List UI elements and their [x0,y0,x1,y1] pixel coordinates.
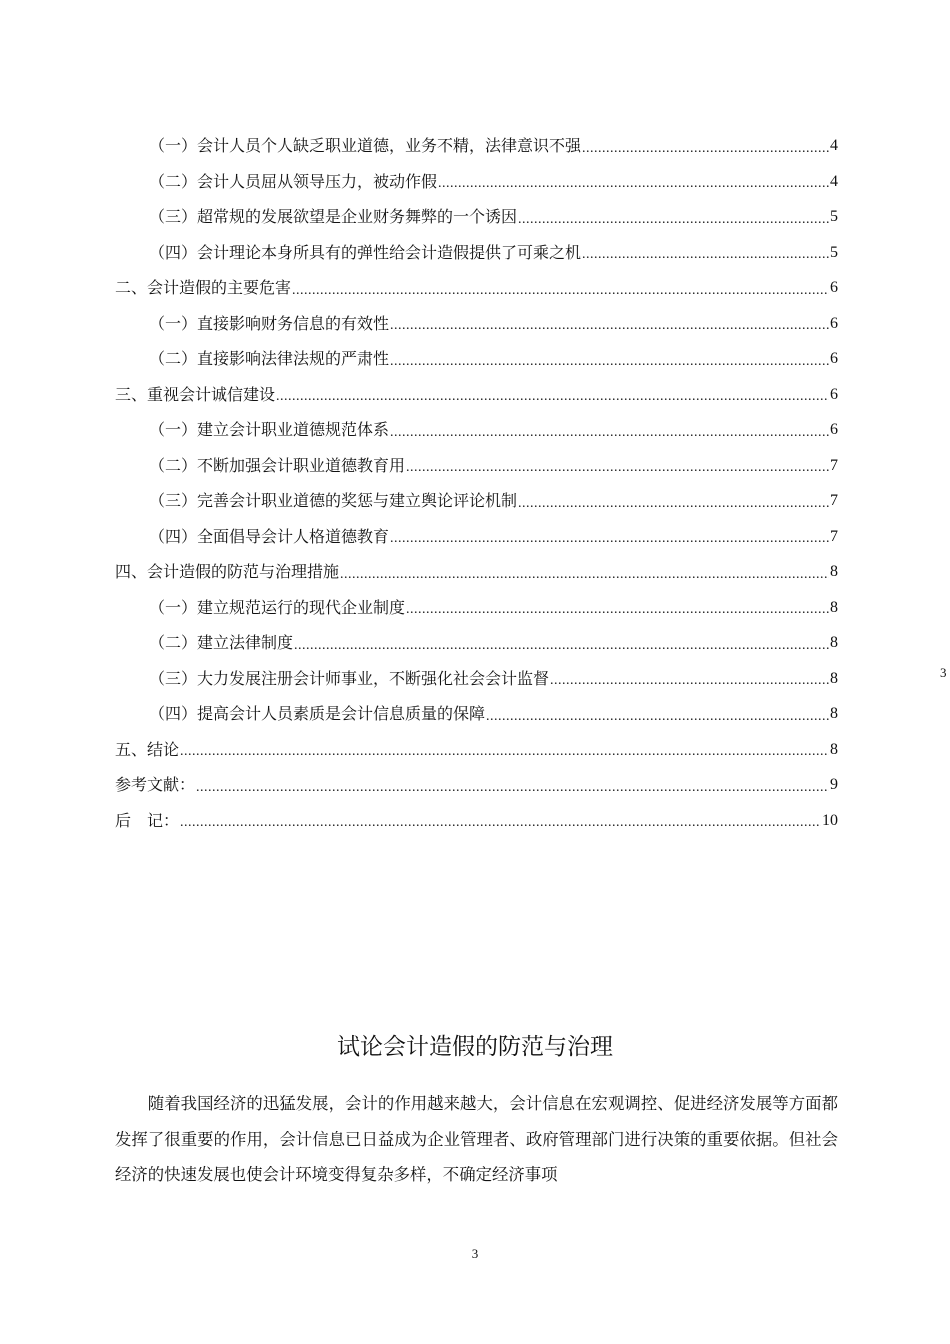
toc-entry-text: （一）会计人员个人缺乏职业道德，业务不精，法律意识不强 [149,136,582,155]
toc-entry[interactable] [115,412,838,448]
toc-entry[interactable] [115,164,838,200]
toc-entry-page: 8 [830,563,838,580]
toc-entry-page: 8 [830,598,838,616]
toc-leader-dots [196,773,829,803]
toc-entry-text: （四）提高会计人员素质是会计信息质量的保障 [149,704,486,723]
toc-entry[interactable] [115,590,838,626]
toc-entry-text: （四）全面倡导会计人格道德教育 [149,526,390,546]
document-title: 试论会计造假的防范与治理 [337,1034,613,1060]
toc-entry-text: （二）会计人员屈从领导压力，被动作假 [149,171,438,191]
toc-entry-text: （一）建立规范运行的现代企业制度 [149,597,406,617]
toc-leader-dots [390,524,829,554]
toc-entry-text: 后 记： [115,810,180,830]
toc-entry-page: 6 [830,279,838,296]
toc-entry[interactable] [115,554,838,590]
toc-leader-dots [292,276,829,306]
toc-entry-text: （二）直接影响法律法规的严肃性 [149,349,390,368]
toc-leader-dots [438,169,829,199]
toc-leader-dots [294,631,829,661]
toc-entry-page: 8 [830,634,838,651]
toc-entry-page: 8 [830,740,838,758]
toc-entry-page: 4 [830,172,838,190]
side-page-number: 3 [940,665,947,680]
toc-leader-dots [390,347,829,377]
toc-entry-page: 5 [830,208,838,225]
toc-entry[interactable] [115,128,838,164]
toc-entry-text: （二）建立法律制度 [149,633,294,652]
toc-leader-dots [550,666,829,696]
toc-leader-dots [340,560,829,590]
toc-entry[interactable] [115,306,838,342]
toc-entry-page: 5 [830,243,838,261]
toc-leader-dots [406,595,829,625]
toc-entry[interactable] [115,448,838,484]
toc-entry-page: 10 [822,811,838,829]
toc-entry-text: （三）大力发展注册会计师事业，不断强化社会会计监督 [149,668,550,688]
toc-leader-dots [518,205,829,235]
toc-entry-text: （四）会计理论本身所具有的弹性给会计造假提供了可乘之机 [149,242,582,262]
toc-entry-text: 五、结论 [115,739,180,759]
toc-leader-dots [276,382,829,412]
intro-paragraph: 随着我国经济的迅猛发展，会计的作用越来越大，会计信息在宏观调控、促进经济发展等方面都发挥了很重要的作用，会计信息已日益成为企业管理者、政府管理部门进行决策的重要依据。但社会经济的快速发展也使会计环境变得复杂多样，不确定经济事项 [115,1094,838,1184]
toc-entry-page: 6 [830,314,838,332]
toc-entry[interactable] [115,377,838,413]
toc-leader-dots [390,418,829,448]
toc-entry-text: 三、重视会计诚信建设 [115,384,276,404]
toc-entry-text: （三）完善会计职业道德的奖惩与建立舆论评论机制 [149,491,518,510]
toc-entry[interactable] [115,483,838,519]
toc-entry-page: 6 [830,350,838,367]
toc-entry-text: 二、会计造假的主要危害 [115,278,292,297]
toc-leader-dots [518,489,829,519]
toc-entry-page: 8 [830,705,838,722]
toc-entry[interactable] [115,199,838,235]
toc-entry-text: （一）直接影响财务信息的有效性 [149,313,390,333]
toc-leader-dots [406,453,829,483]
toc-entry[interactable] [115,625,838,661]
toc-leader-dots [180,737,829,767]
toc-entry-text: （三）超常规的发展欲望是企业财务舞弊的一个诱因 [149,207,518,226]
toc-leader-dots [582,134,829,164]
toc-leader-dots [486,702,829,732]
toc-entry-text: 参考文献： [115,775,196,794]
toc-entry-page: 7 [830,492,838,509]
toc-entry-page: 8 [830,669,838,687]
toc-entry-page: 9 [830,776,838,793]
toc-entry[interactable] [115,519,838,555]
toc-entry-page: 7 [830,456,838,474]
toc-entry[interactable] [115,767,838,803]
toc-entry[interactable] [115,341,838,377]
toc-entry[interactable] [115,732,838,768]
toc-entry-page: 7 [830,527,838,545]
toc-leader-dots [582,240,829,270]
toc-entry[interactable] [115,661,838,697]
toc-entry-text: （二）不断加强会计职业道德教育用 [149,455,406,475]
toc-entry-text: （一）建立会计职业道德规范体系 [149,420,390,439]
toc-entry[interactable] [115,235,838,271]
toc-entry[interactable] [115,696,838,732]
toc-leader-dots [180,808,821,838]
toc-entry-page: 6 [830,385,838,403]
toc-entry-page: 6 [830,421,838,438]
toc-entry-text: 四、会计造假的防范与治理措施 [115,562,340,581]
footer-page-number: 3 [471,1246,479,1261]
toc-leader-dots [390,311,829,341]
toc-entry[interactable] [115,270,838,306]
toc-entry[interactable] [115,803,838,839]
toc-entry-page: 4 [830,137,838,154]
table-of-contents [115,128,838,838]
